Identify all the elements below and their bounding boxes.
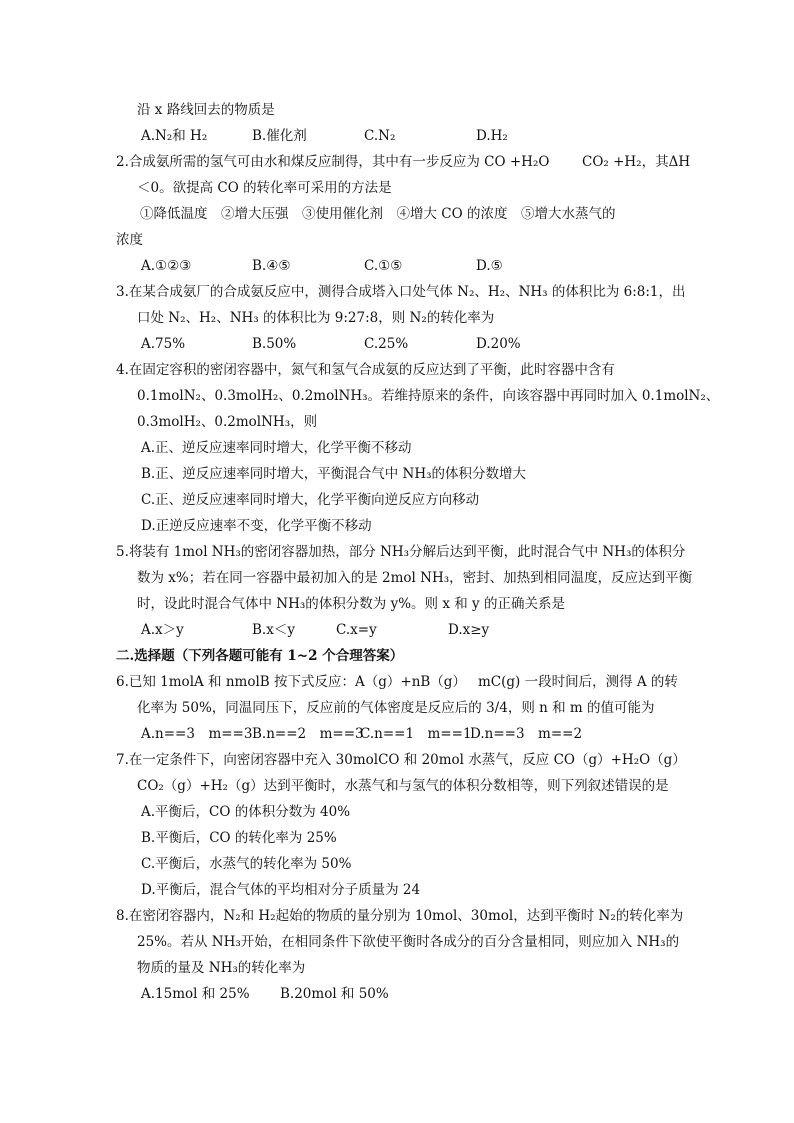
q2-option-b: B.④⑤ <box>252 258 291 274</box>
q2-option-a: A.①②③ <box>141 258 192 274</box>
q8-stem-line3: 物质的量及 NH₃的转化率为 <box>137 960 306 976</box>
q6-stem-line1a: 6.已知 1molA 和 nmolB 按下式反应：A（g）+nB（g） <box>116 674 466 690</box>
q4-option-c: C.正、逆反应速率同时增大，化学平衡向逆反应方向移动 <box>141 492 480 508</box>
q1-option-d: D.H₂ <box>476 128 508 144</box>
q7-stem-line2: CO₂（g）+H₂（g）达到平衡时，水蒸气和与氢气的体积分数相等，则下列叙述错误的是 <box>137 778 669 794</box>
q3-option-b: B.50% <box>252 336 297 352</box>
q5-option-d: D.x≥y <box>448 622 490 638</box>
q5-stem-line1: 5.将装有 1mol NH₃的密闭容器加热，部分 NH₃分解后达到平衡，此时混合气中 NH₃的体积分 <box>116 544 686 560</box>
q3-option-d: D.20% <box>476 336 521 352</box>
q4-stem-line3: 0.3molH₂、0.2molNH₃，则 <box>137 414 318 430</box>
q4-option-a: A.正、逆反应速率同时增大，化学平衡不移动 <box>141 440 412 456</box>
q4-option-d: D.正逆反应速率不变，化学平衡不移动 <box>141 518 372 534</box>
q8-option-a: A.15mol 和 25% <box>141 986 250 1002</box>
q7-option-c: C.平衡后，水蒸气的转化率为 50% <box>141 856 352 872</box>
q1-option-b: B.催化剂 <box>252 128 307 144</box>
q7-option-a: A.平衡后，CO 的体积分数为 40% <box>141 804 351 820</box>
q7-option-b: B.平衡后，CO 的转化率为 25% <box>141 830 337 846</box>
q5-stem-line3: 时，设此时混合气体中 NH₃的体积分数为 y%。则 x 和 y 的正确关系是 <box>137 596 565 612</box>
q4-option-b: B.正、逆反应速率同时增大，平衡混合气中 NH₃的体积分数增大 <box>141 466 526 482</box>
q3-stem-line1: 3.在某合成氨厂的合成氨反应中，测得合成塔入口处气体 N₂、H₂、NH₃ 的体积比为 6:8:1，出 <box>116 284 686 300</box>
q1-stem-tail: 沿 x 路线回去的物质是 <box>137 102 275 118</box>
q3-option-c: C.25% <box>364 336 409 352</box>
q2-stem-line2: ＜0。欲提高 CO 的转化率可采用的方法是 <box>137 180 392 196</box>
q6-stem-line2: 化率为 50%，同温同压下，反应前的气体密度是反应后的 3/4，则 n 和 m 的值可能为 <box>137 700 655 716</box>
q3-stem-line2: 口处 N₂、H₂、NH₃ 的体积比为 9:27:8，则 N₂的转化率为 <box>137 310 495 326</box>
q6-stem-line1b: mC(g) 一段时间后，测得 A 的转 <box>478 674 678 690</box>
q2-stem-line1b: CO₂ +H₂，其ΔH <box>582 154 691 170</box>
q4-stem-line2: 0.1molN₂、0.3molH₂、0.2molNH₃。若维持原来的条件，向该容器中再同时加入 0.1molN₂、 <box>137 388 720 404</box>
q1-option-a: A.N₂和 H₂ <box>141 128 208 144</box>
q3-option-a: A.75% <box>141 336 186 352</box>
q5-option-c: C.x=y <box>336 622 377 638</box>
q5-stem-line2: 数为 x%；若在同一容器中最初加入的是 2mol NH₃，密封、加热到相同温度，反应达到平衡 <box>137 570 693 586</box>
q5-option-a: A.x＞y <box>141 622 184 638</box>
q2-option-c: C.①⑤ <box>364 258 403 274</box>
q6-option-a: A.n==3 m==3 <box>141 726 253 742</box>
q2-conditions: ①降低温度 ②增大压强 ③使用催化剂 ④增大 CO 的浓度 ⑤增大水蒸气的 <box>140 206 616 222</box>
q8-stem-line2: 25%。若从 NH₃开始，在相同条件下欲使平衡时各成分的百分含量相同，则应加入 NH₃的 <box>137 934 680 950</box>
q2-option-d: D.⑤ <box>476 258 503 274</box>
q6-option-b: B.n==2 m==3 <box>252 726 364 742</box>
q8-stem-line1: 8.在密闭容器内，N₂和 H₂起始的物质的量分别为 10mol、30mol，达到平衡时 N₂的转化率为 <box>116 908 684 924</box>
q7-stem-line1: 7.在一定条件下，向密闭容器中充入 30molCO 和 20mol 水蒸气，反应 CO（g）+H₂O（g） <box>116 752 686 768</box>
q2-conditions-tail: 浓度 <box>116 232 143 248</box>
q6-option-c: C.n==1 m==1 <box>360 726 472 742</box>
q4-stem-line1: 4.在固定容积的密闭容器中，氮气和氢气合成氨的反应达到了平衡，此时容器中含有 <box>116 362 615 378</box>
section-heading: 二.选择题（下列各题可能有 1~2 个合理答案） <box>116 648 404 664</box>
q1-option-c: C.N₂ <box>364 128 396 144</box>
q8-option-b: B.20mol 和 50% <box>280 986 389 1002</box>
q6-option-d: D.n==3 m==2 <box>470 726 583 742</box>
q7-option-d: D.平衡后，混合气体的平均相对分子质量为 24 <box>141 882 421 898</box>
q5-option-b: B.x＜y <box>252 622 295 638</box>
q2-stem-line1a: 2.合成氨所需的氢气可由水和煤反应制得，其中有一步反应为 CO +H₂O <box>116 154 550 170</box>
